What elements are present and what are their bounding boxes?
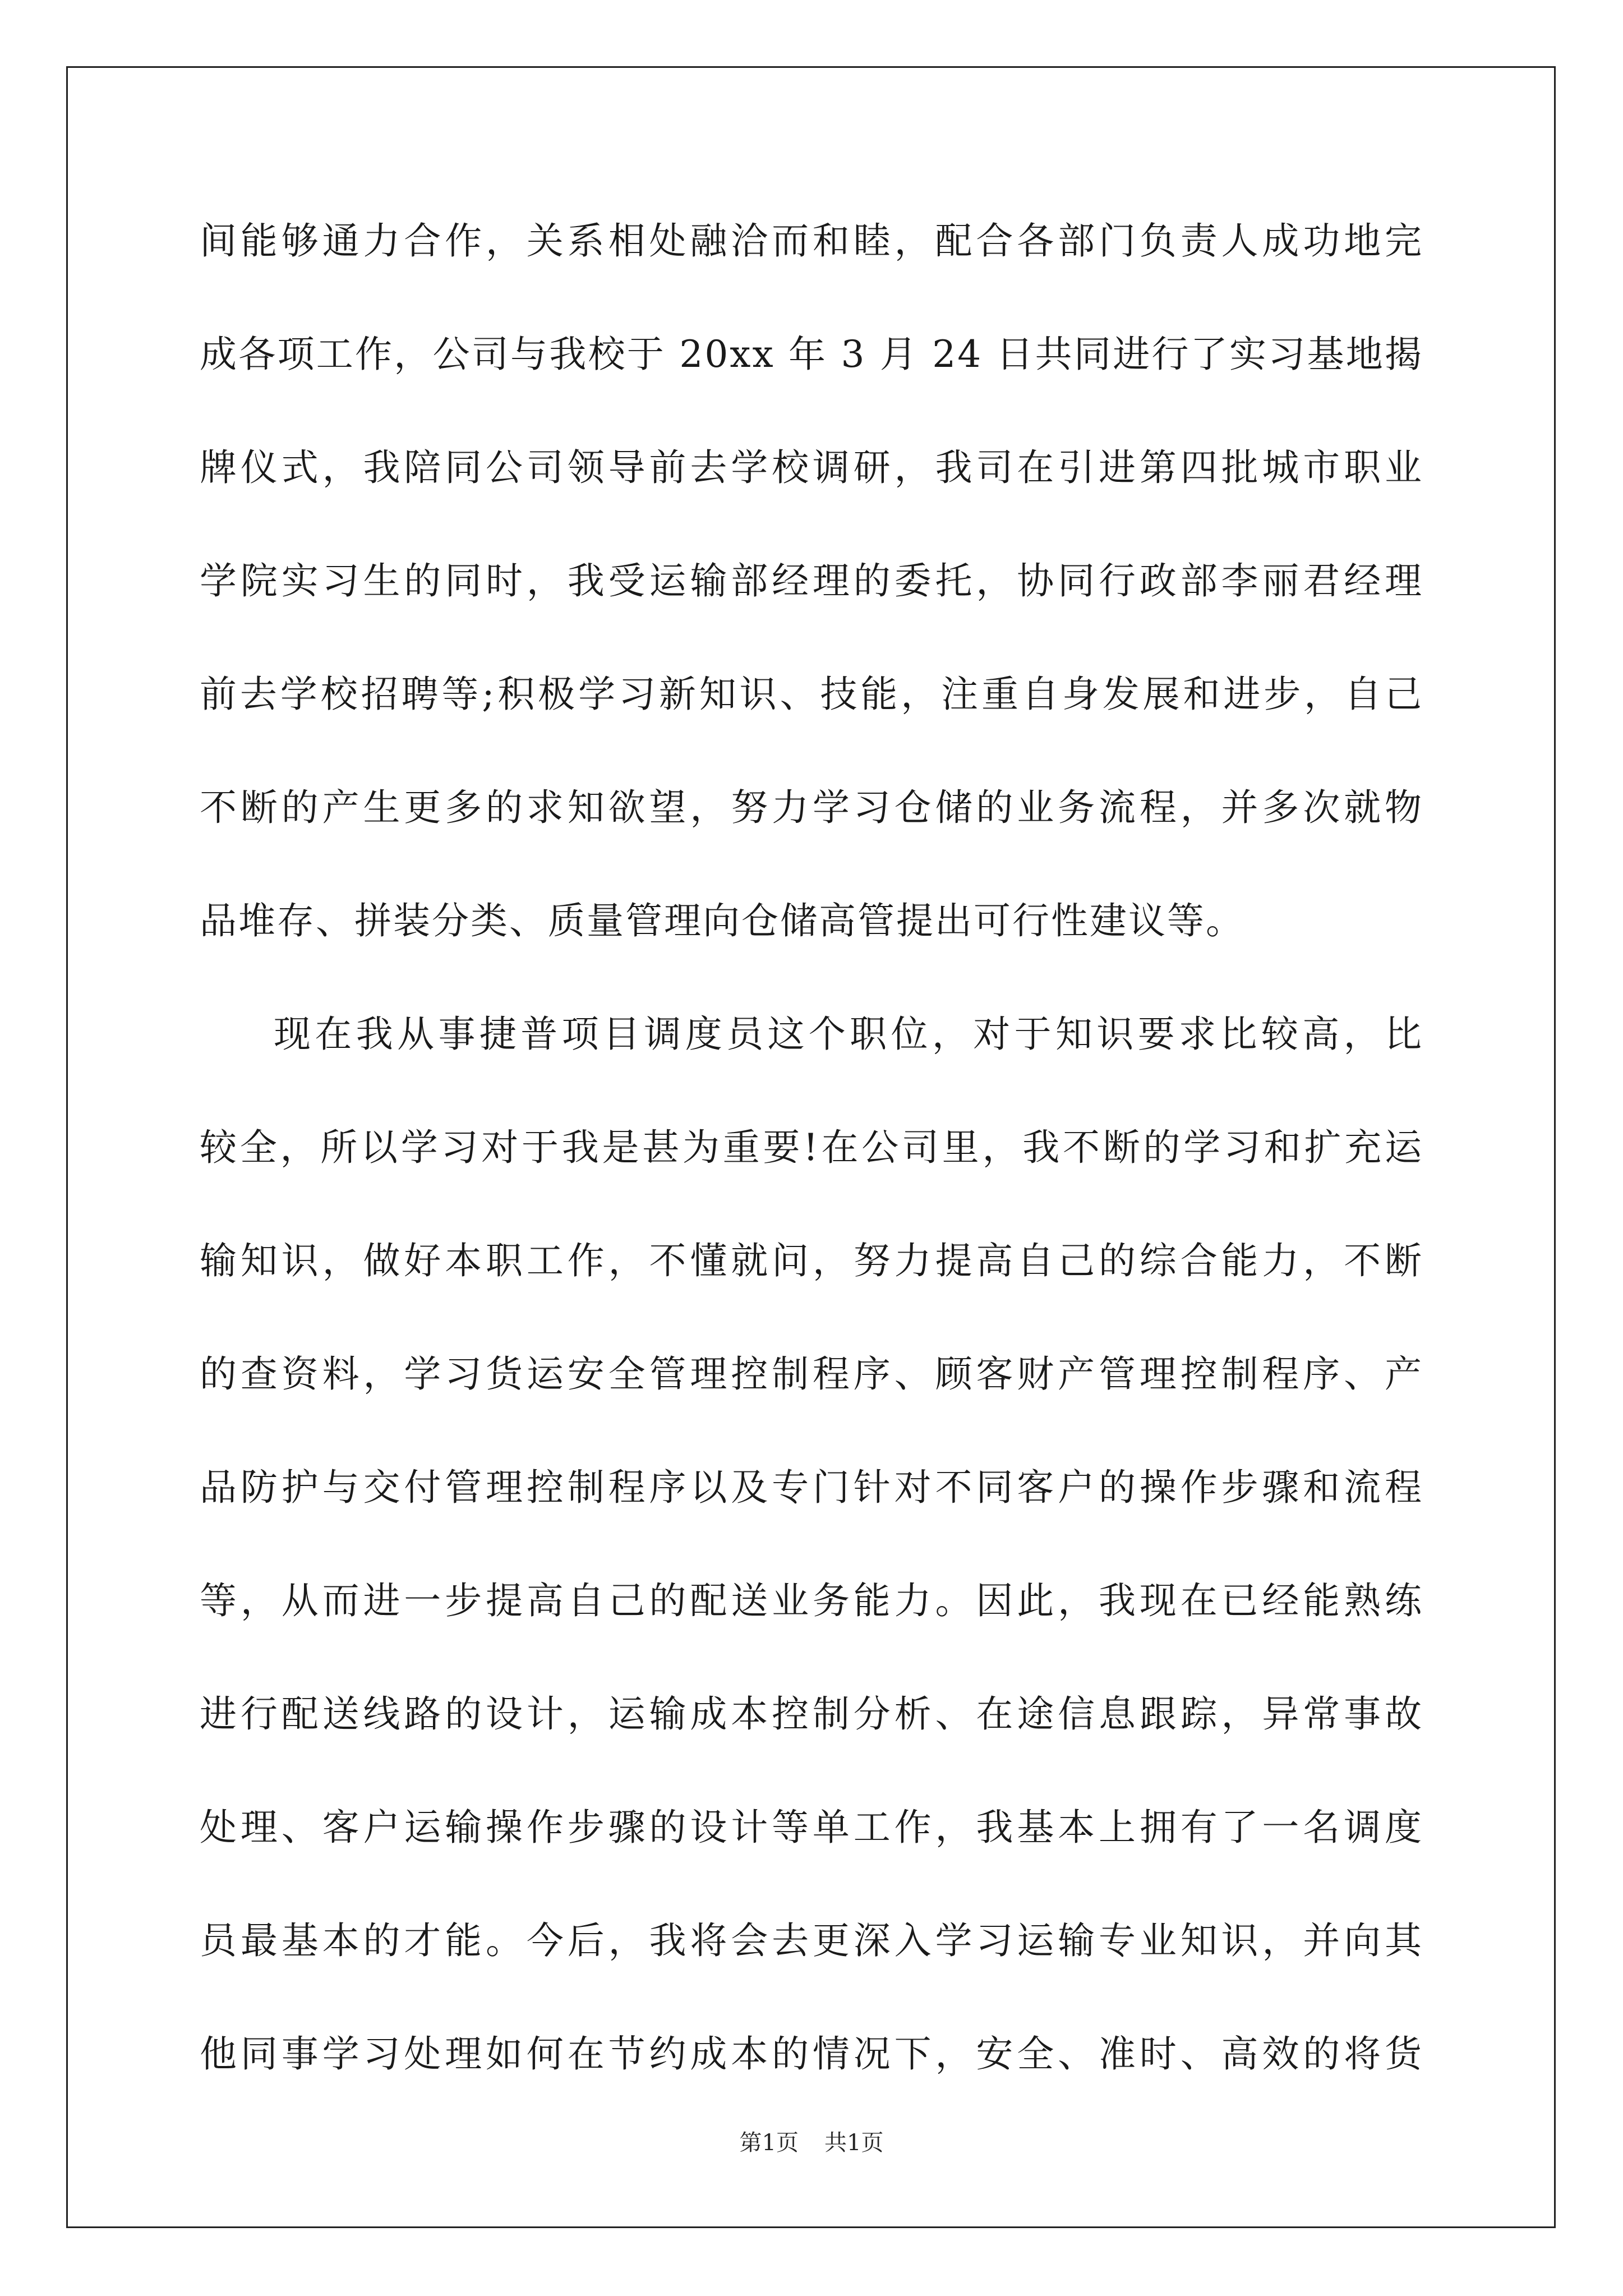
- text-line: 进行配送线路的设计，运输成本控制分析、在途信息跟踪，异常事故: [200, 1692, 1423, 1736]
- page-total: 共1页: [824, 2130, 884, 2156]
- text-line: 员最基本的才能。今后，我将会去更深入学习运输专业知识，并向其: [200, 1919, 1423, 1962]
- text-line: 较全，所以学习对于我是甚为重要!在公司里，我不断的学习和扩充运: [200, 1126, 1423, 1169]
- text-line: 输知识，做好本职工作，不懂就问，努力提高自己的综合能力，不断: [200, 1239, 1423, 1282]
- text-line: 间能够通力合作，关系相处融洽而和睦，配合各部门负责人成功地完: [200, 219, 1423, 263]
- text-line: 他同事学习处理如何在节约成本的情况下，安全、准时、高效的将货: [200, 2032, 1423, 2076]
- text-line: 现在我从事捷普项目调度员这个职位，对于知识要求比较高，比: [274, 1013, 1423, 1056]
- text-line: 等，从而进一步提高自己的配送业务能力。因此，我现在已经能熟练: [200, 1579, 1423, 1622]
- page-footer: [0, 2126, 1623, 2160]
- page-number: 第1页: [739, 2130, 799, 2156]
- text-line: 学院实习生的同时，我受运输部经理的委托，协同行政部李丽君经理: [200, 559, 1423, 602]
- text-line: 成各项工作，公司与我校于 20xx 年 3 月 24 日共同进行了实习基地揭: [200, 333, 1423, 376]
- text-line: 品堆存、拼装分类、质量管理向仓储高管提出可行性建议等。: [200, 899, 1244, 942]
- text-line: 品防护与交付管理控制程序以及专门针对不同客户的操作步骤和流程: [200, 1466, 1423, 1509]
- text-line: 前去学校招聘等;积极学习新知识、技能，注重自身发展和进步，自己: [200, 673, 1423, 716]
- text-line: 不断的产生更多的求知欲望，努力学习仓储的业务流程，并多次就物: [200, 786, 1423, 829]
- text-line: 牌仪式，我陪同公司领导前去学校调研，我司在引进第四批城市职业: [200, 446, 1423, 489]
- text-line: 处理、客户运输操作步骤的设计等单工作，我基本上拥有了一名调度: [200, 1806, 1423, 1849]
- text-line: 的查资料，学习货运安全管理控制程序、顾客财产管理控制程序、产: [200, 1352, 1423, 1396]
